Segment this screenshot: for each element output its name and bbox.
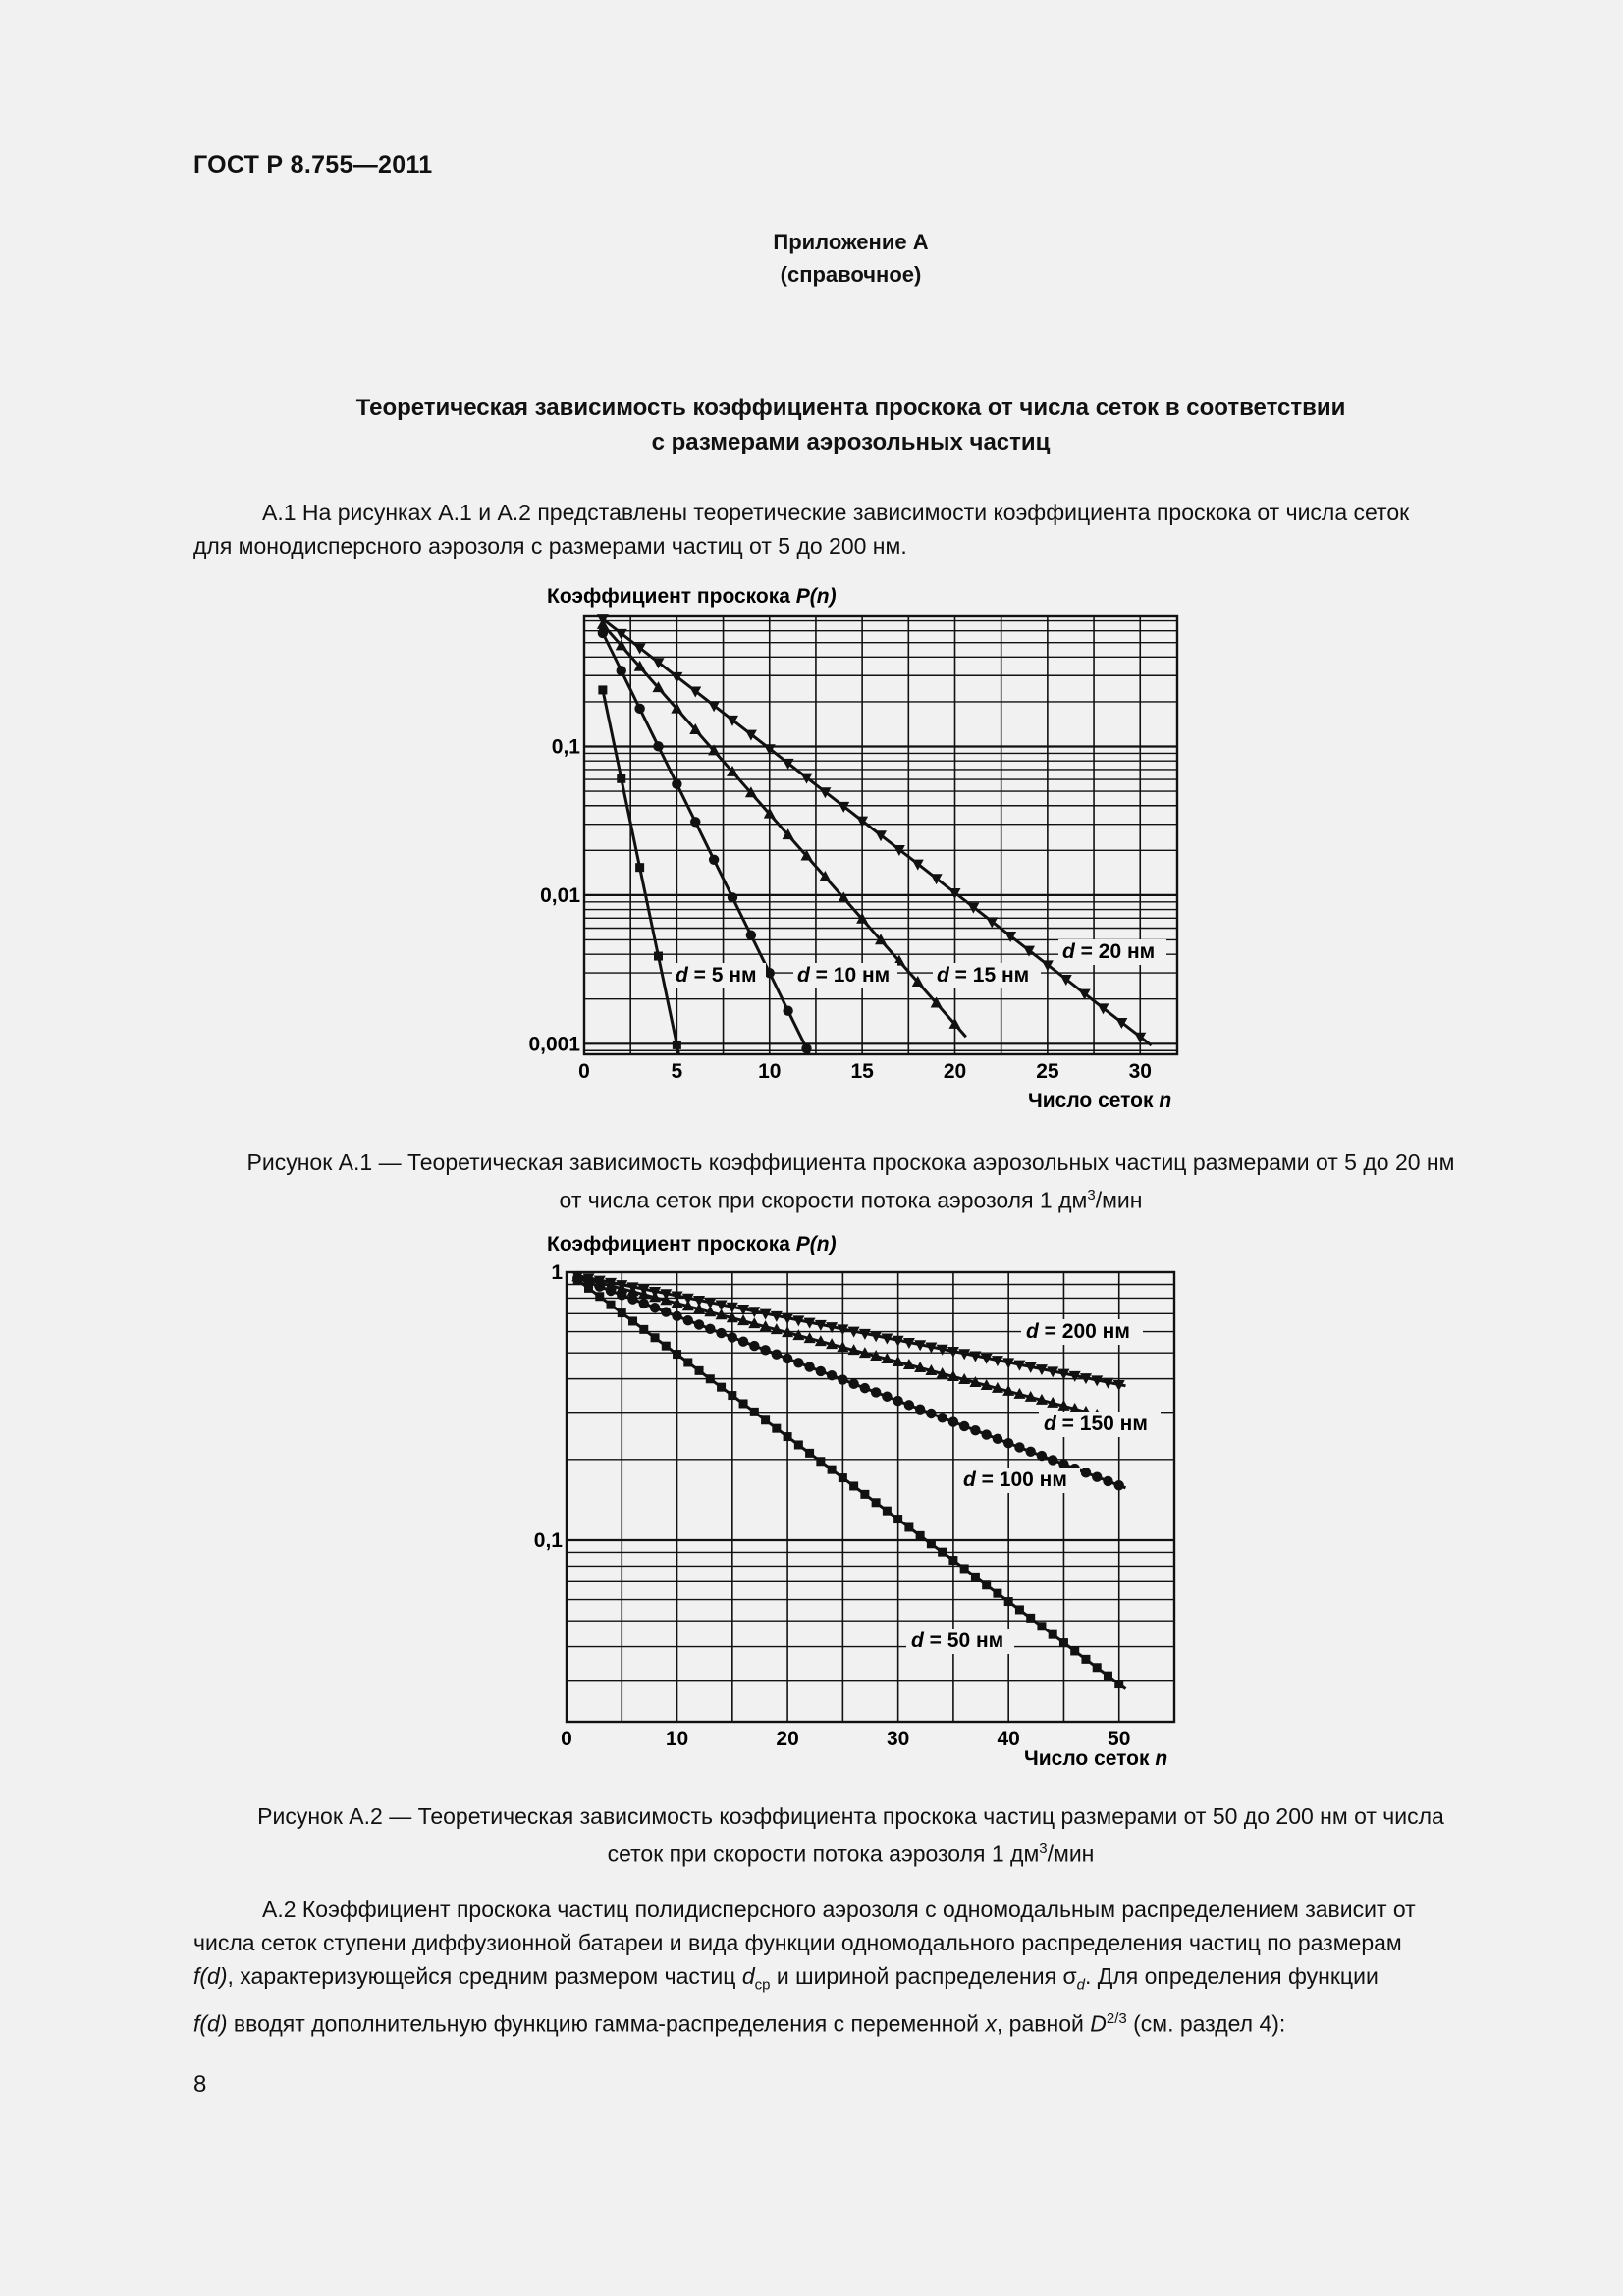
fig2-point-s1-8: [661, 1307, 671, 1316]
fig2-point-s1-29: [893, 1396, 902, 1406]
fig2-point-s0-49: [1114, 1680, 1123, 1688]
fig1-x-tick-30: 30: [1128, 1060, 1152, 1083]
appendix-heading: [147, 226, 1554, 291]
paragraph-a1-line1: А.1 На рисунках А.1 и А.2 представлены теоретические зависимости коэффициента проскока от числа сеток: [262, 500, 1410, 525]
fig2-x-tick-50: 50: [1108, 1728, 1131, 1750]
fig2-point-s0-17: [761, 1415, 770, 1424]
fig2-point-s1-31: [915, 1404, 925, 1414]
fig2-point-s1-39: [1003, 1438, 1013, 1448]
fig2-point-s1-40: [1014, 1442, 1024, 1452]
fig1-point-s0-4: [673, 1041, 681, 1049]
fig2-label-d50: d = 50 нм: [911, 1629, 1004, 1652]
fig2-point-s0-48: [1104, 1672, 1112, 1681]
fig1-label-d20: d = 20 нм: [1062, 940, 1156, 963]
fig1-y-tick-0.01: 0,01: [540, 883, 580, 907]
fig2-point-s1-21: [804, 1362, 814, 1371]
fig2-point-s0-22: [816, 1457, 825, 1466]
fig2-point-s0-33: [938, 1548, 947, 1557]
fig2-point-s0-31: [916, 1531, 925, 1540]
fig2-point-s0-3: [607, 1301, 616, 1309]
fig2-point-s1-23: [827, 1370, 837, 1380]
fig1-point-s1-9: [765, 968, 775, 978]
fig2-point-s0-25: [849, 1481, 858, 1490]
fig2-point-s0-42: [1037, 1622, 1046, 1630]
fig1-x-axis-title: Число сеток n: [1028, 1090, 1172, 1112]
fig2-point-s0-34: [948, 1556, 957, 1565]
fig2-point-s0-20: [794, 1440, 803, 1449]
fig2-point-s0-12: [706, 1374, 715, 1383]
fig1-label-d15: d = 15 нм: [937, 964, 1030, 987]
fig2-point-s0-44: [1059, 1638, 1068, 1647]
fig2-point-s0-10: [683, 1358, 692, 1366]
fig1-x-tick-15: 15: [850, 1060, 874, 1083]
fig2-point-s1-16: [749, 1341, 759, 1351]
fig1-x-tick-5: 5: [671, 1060, 683, 1083]
fig2-point-s0-5: [628, 1316, 637, 1325]
fig1-x-tick-10: 10: [758, 1060, 782, 1083]
fig2-point-s0-39: [1004, 1597, 1013, 1606]
fig2-point-s0-18: [772, 1424, 781, 1433]
figure-a2-caption-line2: сеток при скорости потока аэрозоля 1 $дм^3$/мин: [607, 1841, 1095, 1867]
fig2-point-s0-19: [784, 1432, 792, 1441]
fig2-point-s1-13: [716, 1328, 726, 1338]
fig2-label-d100: d = 100 нм: [963, 1468, 1067, 1491]
fig1-point-s1-3: [653, 741, 663, 751]
fig2-point-s0-35: [960, 1564, 969, 1573]
section-title: [147, 391, 1554, 459]
fig2-point-s1-33: [937, 1413, 947, 1422]
fig2-point-s1-25: [848, 1379, 858, 1389]
fig2-point-s0-13: [717, 1383, 726, 1392]
paragraph-a2-line2: числа сеток ступени диффузионной батареи и вида функции одномодального распределения частиц по размерам: [193, 1930, 1402, 1955]
fig2-point-s1-12: [705, 1324, 715, 1334]
fig2-point-s0-30: [904, 1522, 913, 1531]
fig2-point-s0-41: [1026, 1614, 1035, 1623]
fig1-series-lines: [603, 619, 1152, 1054]
fig2-label-d200: d = 200 нм: [1026, 1320, 1130, 1343]
fig1-point-s1-11: [801, 1043, 811, 1053]
appendix-title: Приложение А: [773, 230, 929, 254]
fig2-x-tick-30: 30: [886, 1728, 910, 1750]
fig2-point-s1-22: [816, 1366, 826, 1376]
fig2-point-s1-43: [1048, 1455, 1057, 1465]
fig2-point-s0-45: [1070, 1646, 1079, 1655]
fig2-point-s1-6: [639, 1299, 649, 1308]
figure-a2-chart: [491, 1222, 1217, 1782]
fig2-point-s1-34: [948, 1416, 958, 1426]
paragraph-a1-line2: для монодисперсного аэрозоля с размерами частиц от 5 до 200 нм.: [193, 533, 907, 559]
fig2-point-s1-20: [793, 1358, 803, 1367]
fig2-point-s0-15: [739, 1399, 748, 1408]
paragraph-a2-line4: f(d) вводят дополнительную функцию гамма-распределения с переменной x, равной $D^{2/3}$ (см. раздел 4):: [193, 2009, 1286, 2037]
fig1-label-d10: d = 10 нм: [797, 964, 891, 987]
fig2-point-s1-38: [993, 1434, 1002, 1444]
fig2-point-s0-14: [728, 1391, 736, 1400]
fig2-point-s0-27: [872, 1498, 881, 1507]
fig1-y-tick-0.001: 0,001: [528, 1033, 580, 1056]
fig2-point-s0-16: [750, 1408, 759, 1416]
fig1-point-s1-10: [783, 1006, 792, 1016]
fig2-point-s0-23: [828, 1466, 837, 1474]
fig2-point-s1-15: [738, 1337, 748, 1347]
fig1-point-s0-0: [598, 685, 607, 694]
fig2-point-s0-29: [893, 1515, 902, 1523]
fig1-point-s1-1: [617, 666, 626, 675]
fig1-y-axis-title: Коэффициент проскока P(n): [547, 585, 837, 608]
fig2-y-axis-title: Коэффициент проскока P(n): [547, 1233, 837, 1255]
figure-a2-caption-line1: Рисунок А.2 — Теоретическая зависимость коэффициента проскока частиц размерами от 50 до 200 нм от числа: [257, 1803, 1444, 1829]
fig2-point-s1-11: [694, 1319, 704, 1329]
fig2-point-s0-2: [595, 1292, 604, 1301]
page-number: 8: [193, 2071, 207, 2098]
fig2-point-s1-36: [970, 1425, 980, 1435]
paragraph-a1: [193, 496, 1509, 562]
fig2-point-s0-6: [639, 1325, 648, 1334]
fig2-point-s0-26: [860, 1490, 869, 1499]
fig1-point-s0-2: [635, 863, 644, 872]
fig2-point-s0-28: [883, 1507, 892, 1516]
fig1-x-tick-25: 25: [1036, 1060, 1059, 1083]
fig2-x-axis-title: Число сеток n: [1024, 1747, 1168, 1770]
figure-a2-caption: [177, 1800, 1525, 1871]
fig2-point-s0-38: [993, 1589, 1001, 1598]
fig2-point-s0-47: [1093, 1663, 1102, 1672]
fig2-point-s0-46: [1081, 1655, 1090, 1664]
fig2-point-s1-9: [672, 1311, 681, 1321]
section-title-line2: с размерами аэрозольных частиц: [651, 429, 1051, 455]
fig2-point-s0-4: [618, 1308, 626, 1317]
fig2-point-s0-43: [1049, 1630, 1057, 1639]
fig2-point-s1-47: [1092, 1471, 1102, 1481]
fig2-point-s1-24: [838, 1374, 847, 1384]
fig2-point-s1-46: [1081, 1468, 1091, 1477]
fig1-label-d5: d = 5 нм: [676, 964, 757, 987]
figure-a1-caption-line1: Рисунок А.1 — Теоретическая зависимость коэффициента проскока аэрозольных частиц размерами от 5 до 20 нм: [246, 1149, 1455, 1175]
fig2-x-tick-20: 20: [776, 1728, 799, 1750]
fig2-point-s1-7: [650, 1303, 660, 1312]
fig1-x-tick-0: 0: [578, 1060, 590, 1083]
fig2-y-tick-0.1: 0,1: [533, 1528, 563, 1552]
fig1-point-s1-0: [598, 628, 608, 638]
fig2-point-s0-7: [651, 1333, 660, 1342]
fig1-point-s1-7: [728, 892, 737, 902]
fig2-point-s1-42: [1037, 1451, 1047, 1461]
section-title-line1: Теоретическая зависимость коэффициента проскока от числа сеток в соответствии: [355, 395, 1346, 421]
fig2-point-s1-49: [1114, 1480, 1124, 1490]
appendix-subtitle: (справочное): [780, 262, 922, 287]
paragraph-a2-line1: А.2 Коэффициент проскока частиц полидисперсного аэрозоля с одномодальным распределением зависит от: [262, 1896, 1416, 1922]
fig2-point-s0-36: [971, 1573, 980, 1581]
fig2-point-s0-21: [805, 1449, 814, 1458]
fig2-y-tick-labels: [534, 1261, 564, 1552]
fig2-point-s0-37: [982, 1580, 991, 1589]
fig1-point-s0-1: [617, 774, 625, 783]
fig1-point-s1-8: [746, 931, 756, 940]
fig2-x-tick-10: 10: [665, 1728, 689, 1750]
fig1-point-s1-2: [634, 704, 644, 714]
fig1-y-tick-0.1: 0,1: [551, 735, 580, 759]
fig2-point-s1-28: [882, 1392, 892, 1402]
fig2-point-s1-18: [772, 1349, 782, 1359]
figure-a1-caption: [177, 1147, 1525, 1217]
fig1-y-tick-labels: [528, 735, 580, 1055]
fig2-point-s1-41: [1025, 1447, 1035, 1457]
fig2-point-s0-11: [695, 1366, 704, 1375]
fig2-point-s0-9: [673, 1350, 681, 1359]
fig2-point-s0-40: [1015, 1605, 1024, 1614]
fig2-x-tick-40: 40: [997, 1728, 1020, 1750]
fig2-point-s1-10: [683, 1315, 693, 1325]
fig2-point-s1-32: [926, 1409, 936, 1418]
paragraph-a2-line3: f(d), характеризующейся средним размером частиц $d_{ср}$ и шириной распределения $\sigma_d$. Для определения функции: [193, 1963, 1379, 1994]
fig1-point-s0-3: [654, 952, 663, 961]
fig1-x-tick-20: 20: [943, 1060, 967, 1083]
document-code: ГОСТ Р 8.755—2011: [193, 151, 433, 179]
figure-a1-caption-line2: от числа сеток при скорости потока аэрозоля 1 $дм^3$/мин: [559, 1187, 1143, 1213]
fig2-point-s0-8: [662, 1342, 671, 1351]
fig2-point-s0-24: [839, 1473, 847, 1482]
fig2-point-s1-14: [728, 1332, 737, 1342]
fig2-point-s1-37: [981, 1429, 991, 1439]
fig1-point-s1-4: [672, 779, 681, 789]
fig2-point-s1-17: [760, 1345, 770, 1355]
fig1-point-s1-5: [690, 817, 700, 827]
fig2-point-s0-32: [927, 1539, 936, 1548]
fig1-point-s1-6: [709, 855, 719, 865]
fig2-x-tick-0: 0: [561, 1728, 572, 1750]
fig2-point-s1-19: [783, 1354, 792, 1363]
fig2-point-s1-30: [904, 1400, 914, 1410]
fig2-point-s1-48: [1103, 1476, 1112, 1486]
fig2-point-s1-26: [860, 1383, 870, 1393]
fig1-x-tick-labels: [578, 1060, 1152, 1083]
paragraph-a2: [193, 1893, 1509, 2040]
fig2-point-s1-27: [871, 1387, 881, 1397]
fig2-point-s1-35: [959, 1421, 969, 1431]
fig2-y-tick-1: 1: [551, 1261, 563, 1284]
figure-a1-chart: [491, 574, 1217, 1124]
fig2-label-d150: d = 150 нм: [1044, 1413, 1148, 1435]
